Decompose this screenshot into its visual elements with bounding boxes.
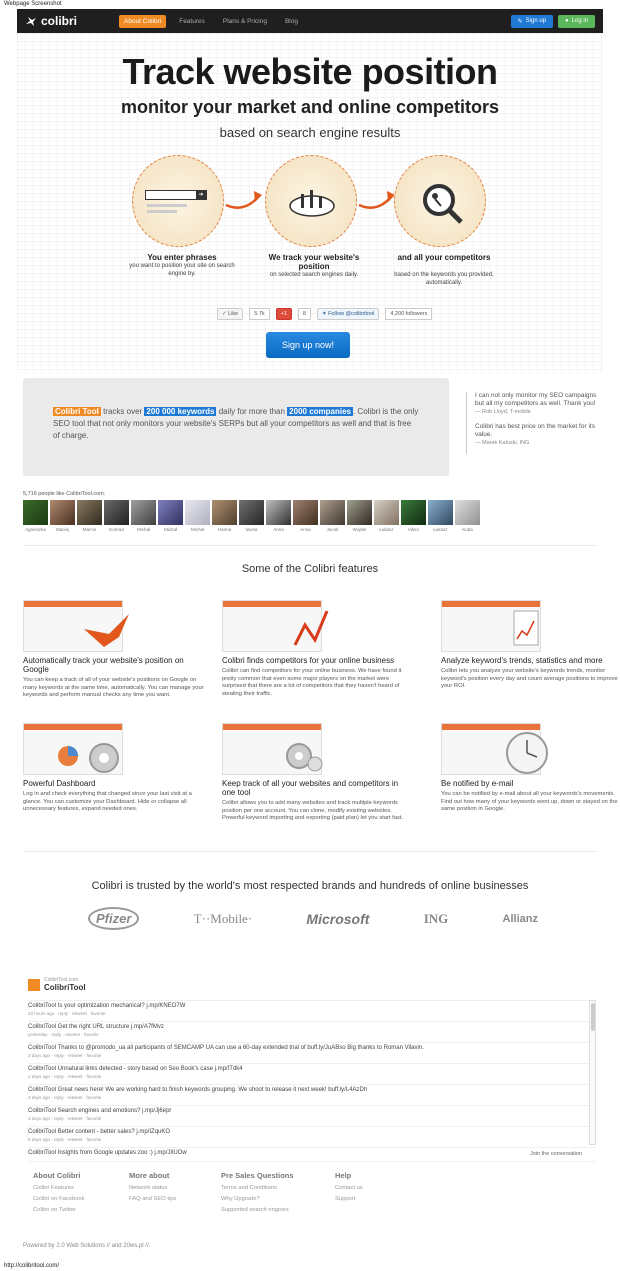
footer-col-presales (221, 1171, 294, 1216)
tweet (28, 1106, 596, 1127)
avatar (104, 500, 129, 525)
person-name: Anna (300, 527, 311, 532)
tweet (28, 1001, 596, 1022)
footer-link[interactable]: Terms and Conditions (221, 1185, 278, 1191)
tweet (28, 1064, 596, 1085)
tweet-text[interactable]: ColibriTool Is your optimization mechanical? j.mp/KNEO7W (28, 1003, 186, 1009)
tweet (28, 1043, 596, 1064)
join-conversation-link[interactable]: Join the conversation (530, 1151, 582, 1157)
tweet (28, 1148, 596, 1162)
person-name: Michał (163, 527, 177, 532)
footer-link[interactable]: Contact us (335, 1185, 363, 1191)
brand-name: colibri (41, 14, 78, 28)
tweet-text[interactable]: ColibriTool Get the right URL structure j.mp/A7fMvz (28, 1024, 164, 1030)
hummingbird-icon (25, 15, 37, 27)
avatar (347, 500, 372, 525)
gears-icon (283, 738, 323, 774)
footer-col-help (335, 1171, 363, 1205)
trusted-title: Colibri is trusted by the world's most respected brands and hundreds of online businesses (91, 880, 529, 892)
footer-link[interactable]: Network status (129, 1185, 168, 1191)
twitter-follow-button[interactable] (317, 308, 379, 320)
person[interactable] (104, 500, 129, 532)
feature-desc: Colibri can find competitors for your online business. We have found it pretty common that even some major players on the market were surprised that there are a lot of competitors that they haven't heard of stealing their traffic. (222, 668, 402, 697)
feature-desc: Colibri allows you to add many websites and track multiple keywords position per one account. You can clone, modify existing websites. Powerful keyword importing and exporting (paid plan) let you start fast. (222, 800, 404, 821)
arrow-right-icon (224, 185, 264, 215)
feature-title: Be notified by e-mail (441, 779, 514, 788)
feature-item (441, 723, 620, 814)
person-name: Michał (190, 527, 204, 532)
people-list (23, 500, 480, 532)
person[interactable] (266, 500, 291, 532)
step-2-title: We track your website's position (268, 253, 360, 271)
feature-screenshot (222, 600, 322, 652)
info-text: . Colibri is the only SEO tool that not only monitors your website's SERPs but all your competitors as well and that is free of charge. (53, 407, 419, 440)
avatar (455, 500, 480, 525)
step-1-title: You enter phrases (147, 253, 217, 262)
person[interactable] (401, 500, 426, 532)
avatar (131, 500, 156, 525)
tweet (28, 1022, 596, 1043)
step-3-title: and all your competitors (397, 253, 491, 262)
person-name: Łukasz (433, 527, 448, 532)
person-name: Hanna (217, 527, 232, 532)
bird-icon (79, 609, 134, 649)
avatar (185, 500, 210, 525)
document-chart-icon (512, 609, 542, 649)
footer-title: More about (129, 1171, 170, 1180)
testimonial-author: — Rob Lloyd, T-mobile (475, 409, 531, 415)
magnifier-icon (417, 178, 467, 228)
like-count: 5.7k (249, 308, 269, 320)
avatar (158, 500, 183, 525)
top-navbar (17, 9, 603, 33)
person-name: Viktor (407, 527, 420, 532)
hero-tagline: based on search engine results (219, 125, 401, 140)
feature-screenshot (23, 723, 123, 775)
person-name: Wojtek (352, 527, 367, 532)
person-name: Konrad (109, 527, 124, 532)
avatar (212, 500, 237, 525)
tweet-text[interactable]: ColibriTool Search engines and emotions? j.mp/Jj6epr (28, 1108, 172, 1114)
nav-pricing[interactable]: Plans & Pricing (222, 17, 267, 25)
tweet-meta[interactable]: 3 days ago · reply · retweet · favorite (28, 1116, 102, 1121)
person[interactable] (320, 500, 345, 532)
person-name: Agnieszka (25, 527, 46, 532)
testimonials (466, 392, 600, 454)
pencil-icon: ✎ (517, 18, 523, 25)
person-name: Michał (136, 527, 150, 532)
avatar (266, 500, 291, 525)
hero-subtitle: monitor your market and online competitors (120, 97, 500, 117)
avatar (23, 500, 48, 525)
feature-title: Keep track of all your websites and competitors in one tool (222, 779, 399, 797)
person[interactable] (428, 500, 453, 532)
info-text: tracks over (100, 407, 145, 416)
feature-screenshot (222, 723, 322, 775)
info-box (23, 378, 449, 476)
gplus-count: 8 (298, 308, 311, 320)
feature-screenshot (23, 600, 123, 652)
feature-item (222, 723, 404, 823)
feature-screenshot (441, 723, 541, 775)
feature-desc: You can keep a track of all of your website's positions on Google on many keywords at the same time, automatically. You can manage your keywords and perform manual checks any time you want. (23, 677, 204, 698)
followers-count: 4,200 followers (385, 308, 432, 320)
login-button[interactable] (558, 15, 595, 28)
step-1-desc: you want to position your site on search engine by. (129, 263, 235, 277)
login-label: Log in (571, 18, 588, 24)
footer-title: About Colibri (33, 1171, 81, 1180)
footer-col-more (129, 1171, 176, 1205)
signup-label: Sign up (525, 18, 547, 24)
avatar (374, 500, 399, 525)
footer-link[interactable]: FAQ and SEO tips (129, 1196, 177, 1202)
person[interactable] (347, 500, 372, 532)
feature-desc: Log in and check everything that changed since your last visit at a glance. You can customize your Dashboard. Hide or collapse all unnecessary features, expand needed ones. (23, 791, 192, 812)
person-name: Jacek (326, 527, 339, 532)
gplus-button[interactable]: +1 (276, 308, 292, 320)
footer-link[interactable]: Supported search engines (221, 1207, 289, 1213)
likes-count: 5,716 people like ColibriTool.com. (23, 491, 106, 497)
step-3-desc: based on the keywords you provided, automatically. (394, 272, 494, 286)
user-icon: ● (565, 18, 569, 24)
avatar (50, 500, 75, 525)
tweet-scrollbar[interactable] (589, 1000, 596, 1145)
step-1-circle (132, 155, 224, 247)
highlight-companies: 2000 companies (289, 407, 351, 416)
tweet-text[interactable]: ColibriTool Great news here! We are working hard to finish keywords grouping. We shoot to release it next week! buff.ly/L4AzDh (28, 1087, 368, 1093)
feature-item (441, 600, 620, 691)
trend-arrow-icon (293, 605, 333, 650)
person-name: Marcin (82, 527, 97, 532)
avatar (239, 500, 264, 525)
divider (23, 545, 597, 546)
avatar (293, 500, 318, 525)
twitter-icon: ✦ (321, 311, 327, 317)
person[interactable] (131, 500, 156, 532)
hero-title: Track website position (122, 51, 498, 92)
feature-title: Automatically track your website's position on Google (23, 656, 184, 674)
nav-about[interactable]: About Colibri (119, 15, 166, 28)
person[interactable] (50, 500, 75, 532)
tweet-meta[interactable]: yesterday · reply · retweet · favorite (28, 1032, 99, 1037)
tweet-meta[interactable]: 3 days ago · reply · retweet · favorite (28, 1095, 102, 1100)
person[interactable] (212, 500, 237, 532)
signup-now-button[interactable]: Sign up now! (266, 332, 350, 358)
screenshot-caption: Webpage Screenshot (4, 1, 62, 7)
brand-logo[interactable] (25, 14, 115, 28)
avatar (401, 500, 426, 525)
step-2-circle (265, 155, 357, 247)
testimonial-author: — Marek Kaluski, ING (475, 440, 530, 446)
person[interactable] (185, 500, 210, 532)
tweet-text[interactable]: ColibriTool Unnatural links detected - story based on Seo Book's case j.mp/ITdk4 (28, 1066, 243, 1072)
nav-features[interactable]: Features (179, 17, 205, 25)
footer-title: Pre Sales Questions (221, 1171, 294, 1180)
person[interactable] (374, 500, 399, 532)
features-title: Some of the Colibri features (241, 563, 379, 575)
divider (23, 851, 597, 852)
feature-desc: You can be notified by e-mail about all your keywords's movements. Find out how many of your keywords went up, down or stayed on the same position in Google. (441, 791, 618, 812)
person-name: Łukasz (379, 527, 394, 532)
avatar (77, 500, 102, 525)
tweet-list (28, 1000, 596, 1162)
tweet-text[interactable]: ColibriTool Insights from Google updates zoo :) j.mp/JIlUOw (28, 1150, 187, 1156)
person-name: Kuba (462, 527, 473, 532)
tweet-text[interactable]: ColibriTool Thanks to @promodo_ua all participants of SEMCAMP UA can use a 60-day extended trial of buff.ly/JuABso Big thanks to Roman Vilavin. (28, 1045, 424, 1051)
colibri-avatar-icon (28, 979, 40, 991)
feature-screenshot (441, 600, 541, 652)
step-3-circle (394, 155, 486, 247)
signup-button[interactable] (511, 15, 553, 28)
nav-blog[interactable]: Blog (284, 17, 298, 25)
social-buttons (217, 308, 432, 320)
pfizer-logo: Pfizer (88, 907, 139, 930)
feature-title: Analyze keyword's trends, statistics and more (441, 656, 603, 665)
tweet-text[interactable]: ColibriTool Better content - better sales? j.mp/IZquKO (28, 1129, 171, 1135)
feature-title: Powerful Dashboard (23, 779, 96, 788)
tmobile-logo: T··Mobile· (193, 910, 253, 926)
brand-logos (88, 907, 538, 930)
highlight-keywords: 200 000 keywords (146, 407, 215, 416)
person[interactable] (23, 500, 48, 532)
tweet-meta[interactable]: 2 days ago · reply · retweet · favorite (28, 1053, 102, 1058)
avatar (320, 500, 345, 525)
highlight-colibri-tool: Colibri Tool (55, 407, 99, 416)
feature-item (23, 723, 205, 814)
feature-desc: Colibri lets you analyze your website's keywords trends, monitor keyword's position every day and count average positions to improve your ROI. (441, 668, 618, 689)
footer-link[interactable]: Colibri on Twitter (33, 1207, 77, 1213)
search-box-icon: ➜ (145, 190, 207, 200)
like-label: Like (228, 311, 239, 317)
footer-col-about (33, 1171, 85, 1216)
twitter-follow-label: Follow @colibritool (328, 311, 375, 317)
like-button[interactable]: ✓ Like (217, 308, 243, 320)
info-text: daily for more than (216, 407, 288, 416)
microsoft-logo: Microsoft (306, 910, 370, 927)
footer-title: Help (335, 1171, 352, 1180)
tweet-meta[interactable]: 2 days ago · reply · retweet · favorite (28, 1074, 102, 1079)
arrow-right-icon (357, 185, 397, 215)
twitter-widget-sub: ColibriTool.com (44, 977, 79, 983)
testimonial-text: Colibri has best price on the market for its value. (475, 423, 595, 438)
hero-section (17, 33, 603, 373)
person[interactable] (293, 500, 318, 532)
tweet-meta[interactable]: 5 days ago · reply · retweet · favorite (28, 1137, 102, 1142)
ing-logo: ING (423, 910, 449, 926)
twitter-widget-name: ColibriTool (44, 983, 86, 992)
page-url: http://colibritool.com/ (4, 1263, 60, 1269)
feature-item (23, 600, 205, 700)
clock-icon (504, 730, 550, 776)
person[interactable] (77, 500, 102, 532)
person[interactable] (158, 500, 183, 532)
tweet-meta[interactable]: 23 hours ago · reply · retweet · favorite (28, 1011, 106, 1016)
avatar (428, 500, 453, 525)
person[interactable] (239, 500, 264, 532)
scroll-thumb[interactable] (591, 1003, 595, 1031)
allianz-logo: Allianz (502, 912, 538, 925)
tweet (28, 1085, 596, 1106)
feature-title: Colibri finds competitors for your online business (222, 656, 395, 665)
footer-link[interactable]: Colibri on Facebook (33, 1196, 85, 1202)
footer-link[interactable]: Support (335, 1196, 356, 1202)
twitter-widget-header (28, 977, 86, 992)
tracking-device-icon (286, 182, 338, 222)
person-name: Maciej (55, 527, 69, 532)
step-2-desc: on selected search engines daily. (269, 272, 359, 278)
footer-link[interactable]: Colibri Features (33, 1185, 74, 1191)
footer-link[interactable]: Why Upgrade? (221, 1196, 260, 1202)
feature-item (222, 600, 404, 698)
pie-gear-icon (54, 738, 124, 778)
tweet (28, 1127, 596, 1148)
person-name: Iwona (245, 527, 258, 532)
powered-by: Powered by 2.0 Web Solutions // and 20ws.pl //. (23, 1243, 151, 1249)
person[interactable] (455, 500, 480, 532)
testimonial-text: I can not only monitor my SEO campaigns but all my competitors as well. Thank you! (475, 392, 597, 407)
person-name: Anna (273, 527, 284, 532)
